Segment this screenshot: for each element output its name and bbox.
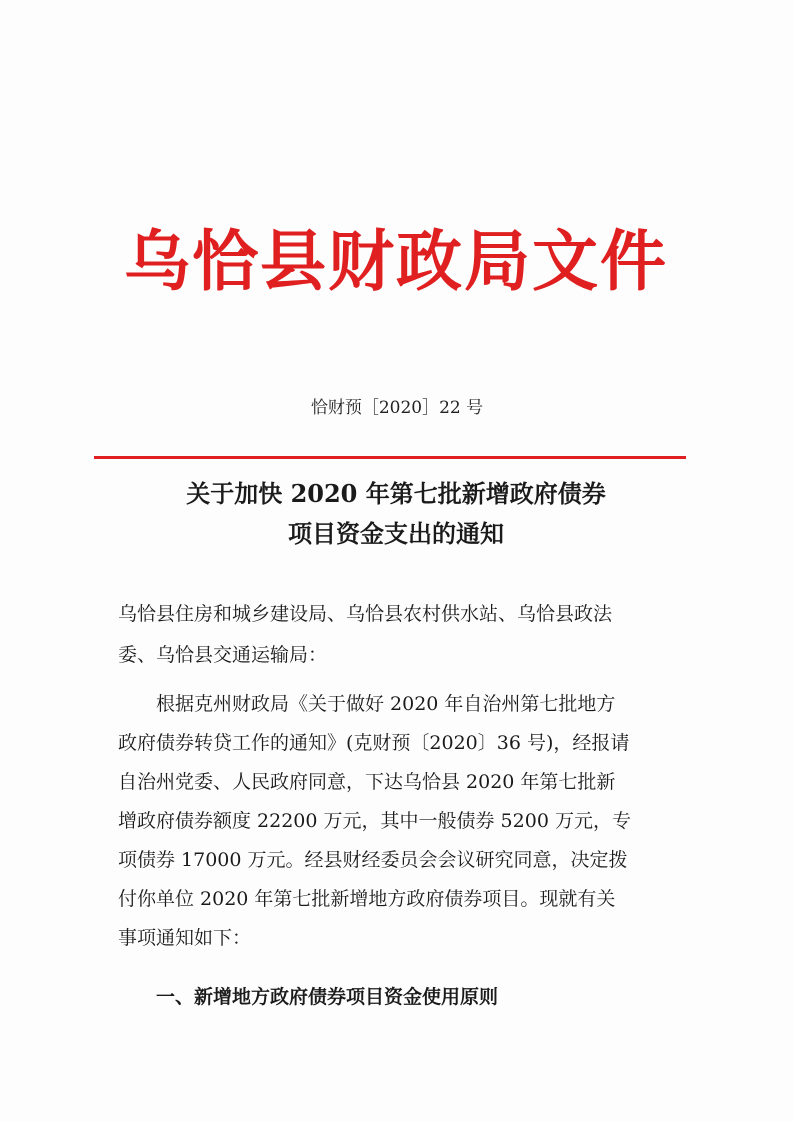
body-line: 自治州党委、人民政府同意，下达乌恰县 2020 年第七批新 — [118, 771, 616, 793]
document-subject — [96, 474, 696, 554]
recipient-line: 委、乌恰县交通运输局： — [118, 644, 328, 666]
subject-line: 项目资金支出的通知 — [288, 519, 504, 548]
body-line: 事项通知如下： — [118, 927, 252, 949]
subject-line: 关于加快 2020 年第七批新增政府债券 — [186, 479, 606, 508]
body-paragraph — [118, 685, 678, 958]
body-line: 项债券 17000 万元。经县财经委员会会议研究同意，决定拨 — [118, 849, 628, 871]
body-line: 政府债券转贷工作的通知》(克财预〔2020〕36 号)，经报请 — [118, 732, 630, 754]
body-line: 付你单位 2020 年第七批新增地方政府债券项目。现就有关 — [118, 888, 616, 910]
recipient-line: 乌恰县住房和城乡建设局、乌恰县农村供水站、乌恰县政法 — [118, 603, 613, 625]
body-line: 增政府债券额度 22200 万元，其中一般债券 5200 万元，专 — [118, 810, 631, 832]
red-divider-line — [94, 456, 686, 459]
issuer-header: 乌恰县财政局文件 — [124, 223, 668, 300]
recipients-block — [118, 594, 678, 676]
section-heading: 一、新增地方政府债券项目资金使用原则 — [156, 986, 499, 1008]
body-line: 根据克州财政局《关于做好 2020 年自治州第七批地方 — [156, 693, 616, 715]
document-number: 恰财预［2020］22 号 — [310, 398, 484, 418]
